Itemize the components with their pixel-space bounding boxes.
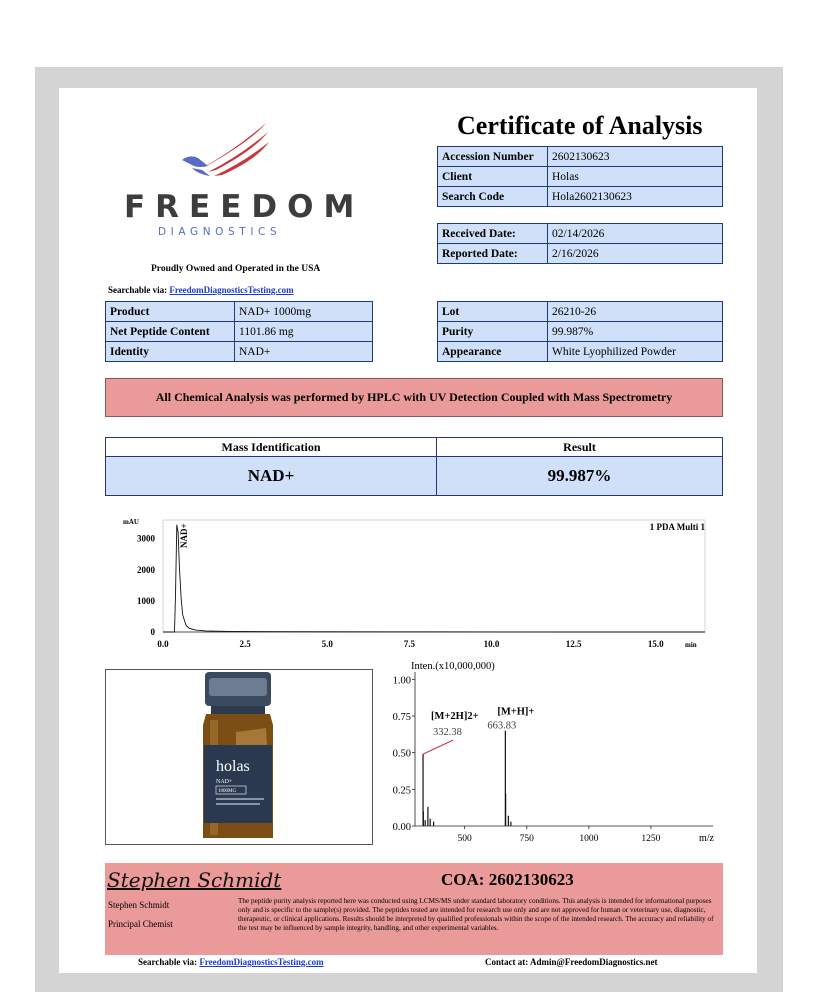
brand-tagline: Proudly Owned and Operated in the USA [151, 264, 321, 274]
result-value: 99.987% [437, 457, 723, 496]
ms-ytick-label: 1.00 [392, 675, 411, 687]
website-link[interactable]: FreedomDiagnosticsTesting.com [169, 285, 294, 295]
chrom-peak-label: NAD+ [178, 523, 189, 548]
ms-peak-label: [M+H]+ [497, 706, 535, 718]
chrom-xtick-label: 7.5 [403, 639, 415, 649]
chemist-name: Stephen Schmidt [108, 900, 170, 910]
signature: Stephen Schmidt [107, 868, 282, 892]
chrom-ylabel: mAU [123, 518, 139, 526]
reported-label: Reported Date: [438, 244, 548, 264]
chrom-xtick-label: 15.0 [647, 639, 664, 649]
product-value: NAD+ 1000mg [235, 302, 373, 322]
table-row [438, 342, 723, 362]
ms-ytick-label: 0.50 [392, 748, 411, 760]
chrom-ytick-label: 2000 [137, 564, 155, 575]
ms-peak-label: [M+2H]2+ [431, 711, 479, 723]
searchable-label: Searchable via: [108, 285, 168, 295]
searchable-bottom [138, 957, 324, 967]
mass-col-header: Mass Identification [106, 438, 437, 457]
accession-value: 2602130623 [548, 147, 723, 167]
table-row [438, 187, 723, 207]
accession-table [437, 146, 723, 207]
coa-number: COA: 2602130623 [441, 870, 574, 889]
vial-image [106, 670, 372, 844]
net-peptide-value: 1101.86 mg [235, 322, 373, 342]
searchable-label: Searchable via: [138, 957, 198, 967]
vial-product: NAD+ [216, 779, 233, 785]
ms-xtick-label: 1250 [641, 834, 661, 844]
appearance-value: White Lyophilized Powder [548, 342, 723, 362]
hplc-chromatogram [105, 512, 717, 658]
table-row [438, 147, 723, 167]
chrom-xtick-label: 12.5 [565, 639, 582, 649]
product-photo [105, 669, 373, 845]
ms-ytick-label: 0.25 [392, 785, 411, 797]
chrom-xtick-label: 0.0 [157, 639, 169, 649]
chrom-trace [163, 525, 705, 632]
ms-ytick-label: 0.75 [392, 712, 411, 723]
dates-table [437, 223, 723, 264]
chrom-xtick-label: 5.0 [321, 639, 333, 649]
lot-value: 26210-26 [548, 302, 723, 322]
chrom-xtick-label: 10.0 [483, 639, 500, 649]
chrom-ytick-label: 1000 [137, 595, 155, 606]
table-row [106, 457, 723, 496]
ms-xlabel: m/z [699, 833, 714, 844]
chrom-ytick-label: 3000 [137, 533, 155, 544]
purity-label: Purity [438, 322, 548, 342]
ms-peak-value: 663.83 [487, 720, 517, 732]
product-table [105, 301, 373, 362]
table-header-row [106, 438, 723, 457]
chrom-plot-frame [163, 520, 705, 632]
ms-ytick-label: 0.00 [392, 822, 411, 833]
chrom-xtick-label: 2.5 [239, 639, 251, 649]
table-row [438, 167, 723, 187]
chrom-ytick-label: 0 [150, 627, 155, 637]
searchable-top [108, 285, 294, 295]
chrom-legend: 1 PDA Multi 1 [649, 522, 705, 532]
search-code-value: Hola2602130623 [548, 187, 723, 207]
table-row [438, 322, 723, 342]
brand-name: FREEDOM [124, 189, 365, 225]
eagle-logo-icon [180, 120, 270, 182]
ms-xtick-label: 500 [457, 834, 472, 844]
ms-xtick-label: 1000 [579, 834, 599, 844]
client-value: Holas [548, 167, 723, 187]
product-label: Product [106, 302, 235, 322]
search-code-label: Search Code [438, 187, 548, 207]
brand-subtitle: DIAGNOSTICS [158, 226, 282, 238]
received-value: 02/14/2026 [548, 224, 723, 244]
table-row [106, 322, 373, 342]
table-row [438, 244, 723, 264]
mass-spectrum [383, 658, 728, 848]
chrom-xlabel: min [685, 641, 697, 649]
vial-dose: 1000MG [218, 789, 237, 794]
table-row [438, 302, 723, 322]
table-row [106, 342, 373, 362]
chemist-title: Principal Chemist [108, 919, 173, 929]
received-label: Received Date: [438, 224, 548, 244]
website-link-bottom[interactable]: FreedomDiagnosticsTesting.com [199, 957, 324, 967]
method-banner: All Chemical Analysis was performed by HPLC with UV Detection Coupled with Mass Spectrometry [105, 378, 723, 417]
table-row [106, 302, 373, 322]
contact-email: Contact at: Admin@FreedomDiagnostics.net [485, 957, 658, 967]
table-row [438, 224, 723, 244]
disclaimer-text: The peptide purity analysis reported here was conducted using LCMS/MS under standard laboratory conditions. This analysis is intended for informational purposes only and is specific to the sample(s) provided. The peptides tested are intended for research use only and are not approved for human or veterinary use, diagnostic, therapeutic, or clinical applications. Results should be interpreted by qualified professionals within the scope of the intended research. The accuracy and reliability of the test may be influenced by sample integrity, handling, and other experimental variables. [238, 897, 714, 932]
ms-annotation-line [423, 740, 453, 754]
accession-label: Accession Number [438, 147, 548, 167]
appearance-label: Appearance [438, 342, 548, 362]
net-peptide-label: Net Peptide Content [106, 322, 235, 342]
identity-value: NAD+ [235, 342, 373, 362]
ms-peak-value: 332.38 [433, 727, 462, 739]
lot-table [437, 301, 723, 362]
purity-value: 99.987% [548, 322, 723, 342]
client-label: Client [438, 167, 548, 187]
ms-xtick-label: 750 [519, 834, 534, 844]
identity-label: Identity [106, 342, 235, 362]
vial-brand: holas [216, 758, 250, 775]
lot-label: Lot [438, 302, 548, 322]
result-col-header: Result [437, 438, 723, 457]
ms-ylabel: Inten.(x10,000,000) [411, 661, 495, 672]
document-title: Certificate of Analysis [457, 111, 703, 140]
reported-value: 2/16/2026 [548, 244, 723, 264]
mass-identification-table [105, 437, 723, 496]
mass-value: NAD+ [106, 457, 437, 496]
